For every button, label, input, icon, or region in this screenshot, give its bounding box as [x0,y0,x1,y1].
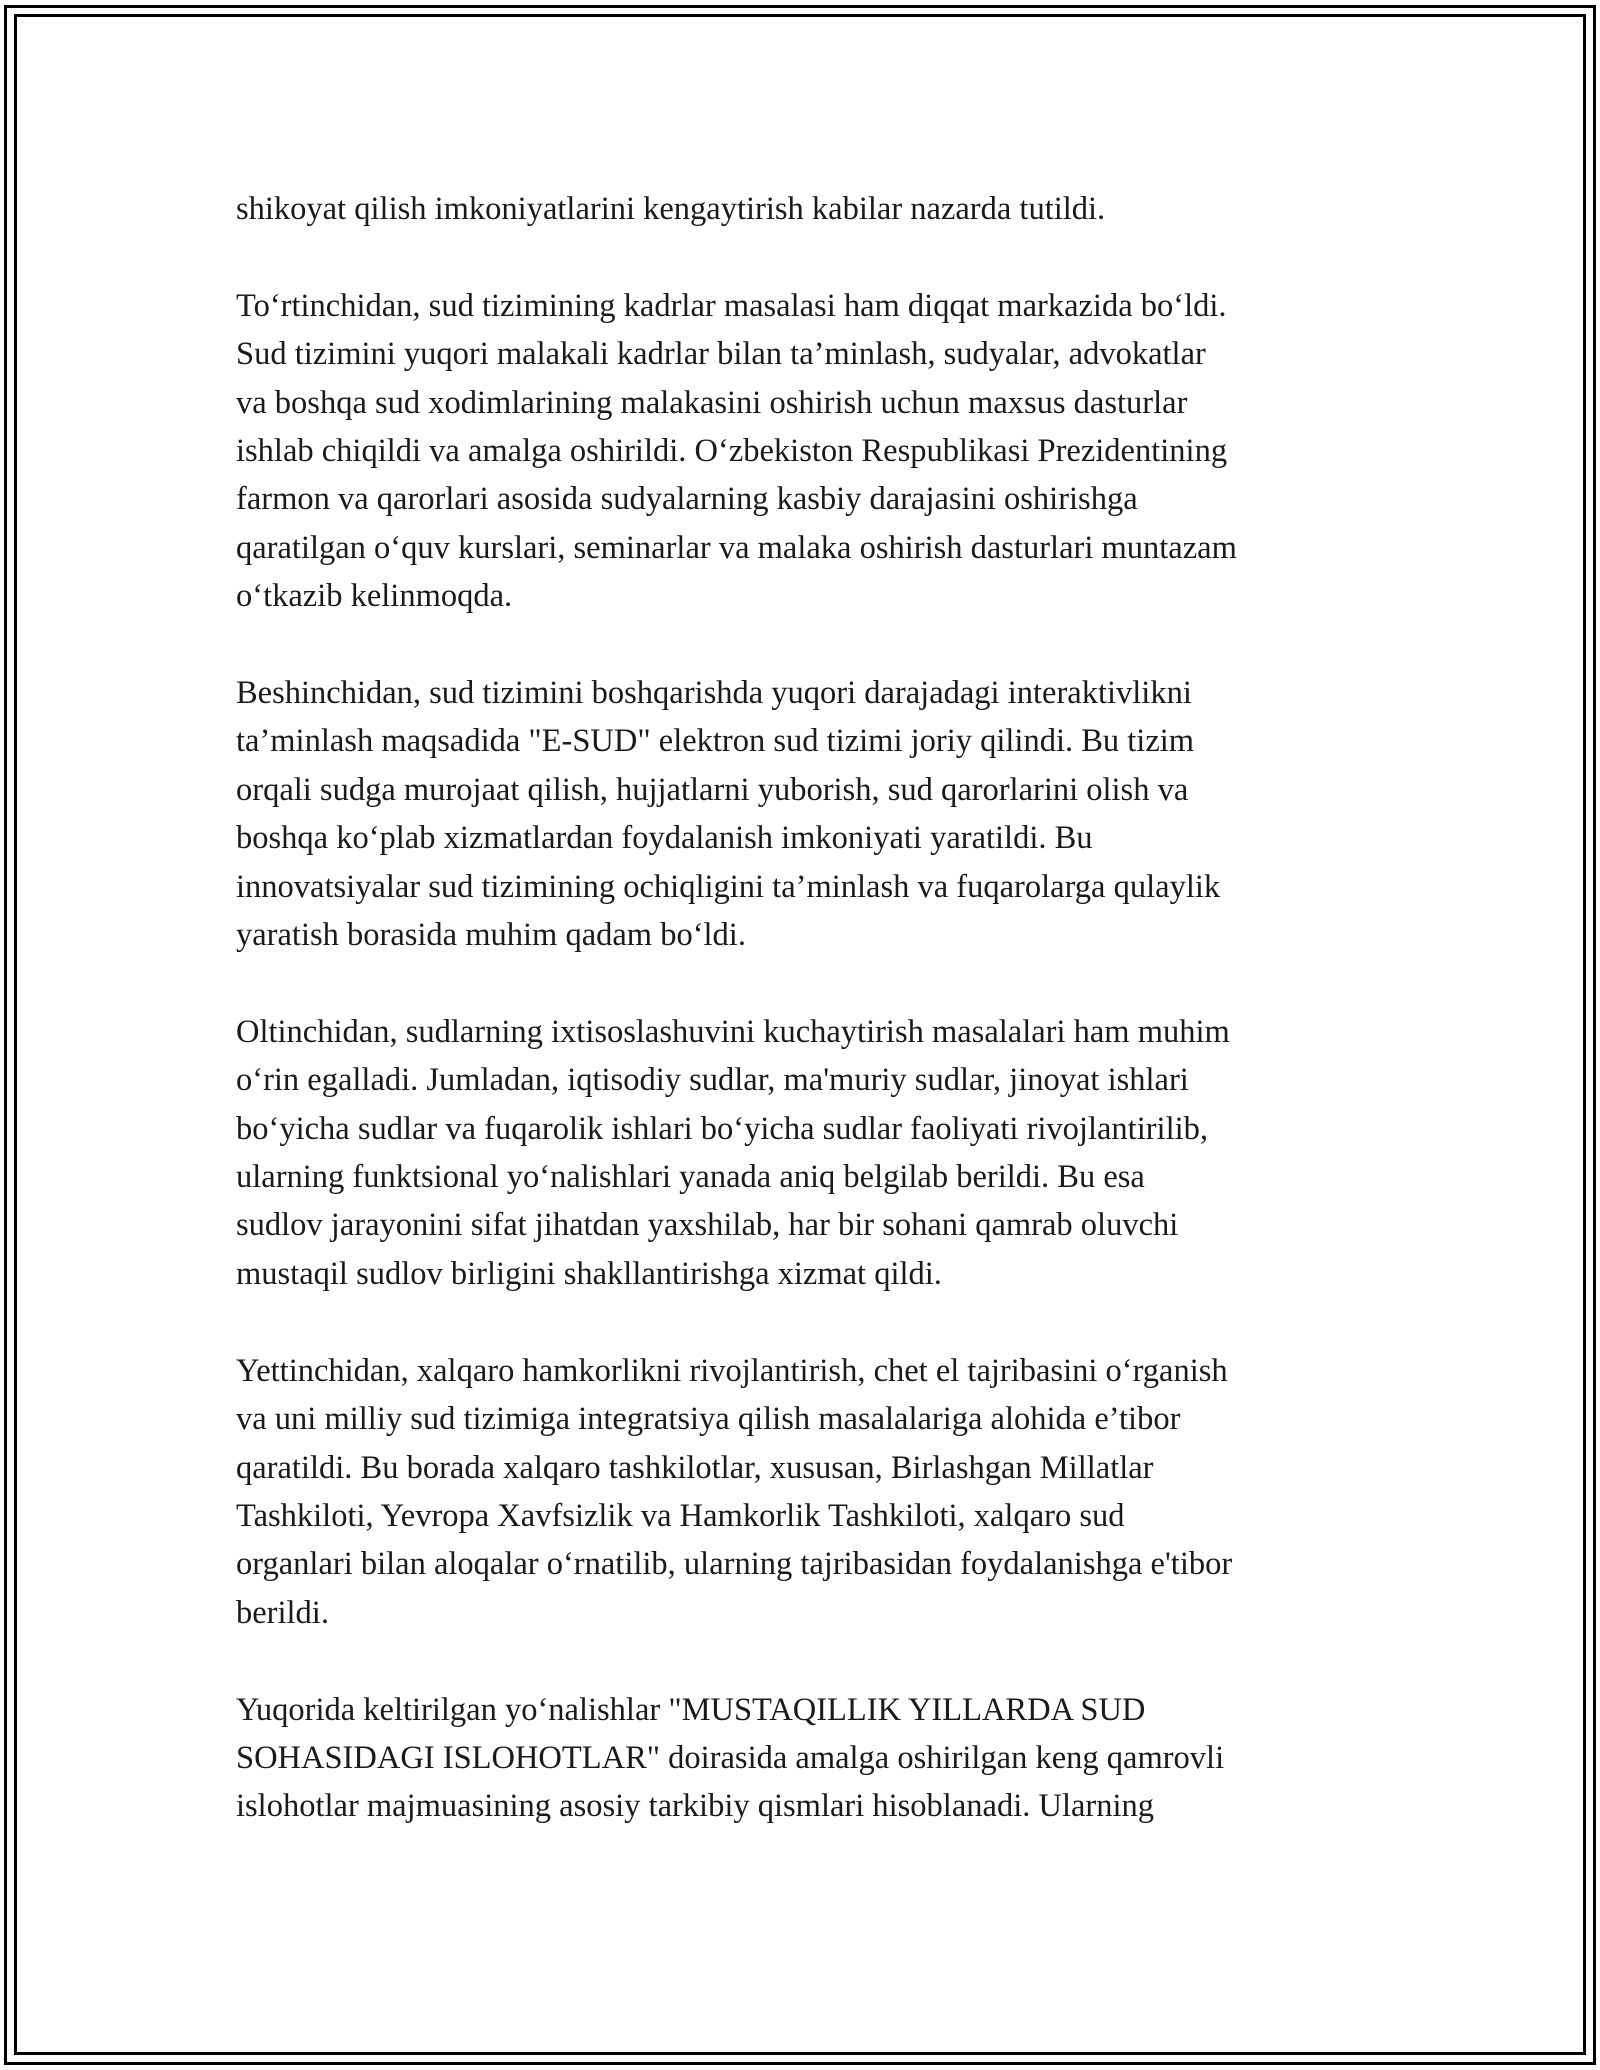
text-line: o‘tkazib kelinmoqda. [236,578,513,615]
text-line: SOHASIDAGI ISLOHOTLAR" doirasida amalga oshirilgan keng qamrovli [236,1739,1225,1776]
text-line: Beshinchidan, sud tizimini boshqarishda yuqori darajadagi interaktivlikni [236,675,1192,712]
text-line: sudlov jarayonini sifat jihatdan yaxshilab, har bir sohani qamrab oluvchi [236,1207,1179,1244]
text-line: orqali sudga murojaat qilish, hujjatlarni yuborish, sud qarorlarini olish va [236,771,1189,808]
document-body [236,185,1386,1831]
paragraph [236,1008,1386,1298]
text-line: va boshqa sud xodimlarining malakasini oshirish uchun maxsus dasturlar [236,384,1188,421]
text-line: boshqa ko‘plab xizmatlardan foydalanish imkoniyati yaratildi. Bu [236,820,1093,857]
text-line: organlari bilan aloqalar o‘rnatilib, ularning tajribasidan foydalanishga e'tibor [236,1546,1233,1583]
text-line: va uni milliy sud tizimiga integratsiya qilish masalalariga alohida e’tibor [236,1401,1181,1438]
text-line: Oltinchidan, sudlarning ixtisoslashuvini kuchaytirish masalalari ham muhim [236,1013,1230,1050]
text-line: shikoyat qilish imkoniyatlarini kengaytirish kabilar nazarda tutildi. [236,191,1106,227]
text-line: islohotlar majmuasining asosiy tarkibiy qismlari hisoblanadi. Ularning [236,1788,1154,1825]
text-line: ishlab chiqildi va amalga oshirildi. O‘zbekiston Respublikasi Prezidentining [236,433,1228,470]
text-line: berildi. [236,1594,329,1631]
text-line: Tashkiloti, Yevropa Xavfsizlik va Hamkorlik Tashkiloti, xalqaro sud [236,1497,1125,1534]
text-line: Yettinchidan, xalqaro hamkorlikni rivojlantirish, chet el tajribasini o‘rganish [236,1352,1228,1389]
text-line: mustaqil sudlov birligini shakllantirishga xizmat qildi. [236,1255,942,1292]
paragraph [236,1347,1386,1637]
text-line: qaratilgan o‘quv kurslari, seminarlar va malaka oshirish dasturlari muntazam [236,529,1237,566]
paragraph [236,1686,1386,1831]
text-line: yaratish borasida muhim qadam bo‘ldi. [236,917,746,954]
text-line: bo‘yicha sudlar va fuqarolik ishlari bo‘yicha sudlar faoliyati rivojlantirilib, [236,1110,1209,1147]
text-line: Sud tizimini yuqori malakali kadrlar bilan ta’minlash, sudyalar, advokatlar [236,336,1206,373]
text-line: farmon va qarorlari asosida sudyalarning kasbiy darajasini oshirishga [236,481,1138,518]
text-line: o‘rin egalladi. Jumladan, iqtisodiy sudlar, ma'muriy sudlar, jinoyat ishlari [236,1062,1189,1099]
text-line: To‘rtinchidan, sud tizimining kadrlar masalasi ham diqqat markazida bo‘ldi. [236,287,1227,324]
paragraph [236,669,1386,959]
paragraph [236,185,1386,233]
text-line: ularning funktsional yo‘nalishlari yanada aniq belgilab berildi. Bu esa [236,1159,1145,1196]
paragraph [236,282,1386,621]
text-line: Yuqorida keltirilgan yo‘nalishlar "MUSTAQILLIK YILLARDA SUD [236,1691,1146,1728]
text-line: ta’minlash maqsadida "E-SUD" elektron sud tizimi joriy qilindi. Bu tizim [236,723,1195,760]
text-line: qaratildi. Bu borada xalqaro tashkilotlar, xususan, Birlashgan Millatlar [236,1449,1154,1486]
text-line: innovatsiyalar sud tizimining ochiqligini ta’minlash va fuqarolarga qulaylik [236,868,1221,905]
